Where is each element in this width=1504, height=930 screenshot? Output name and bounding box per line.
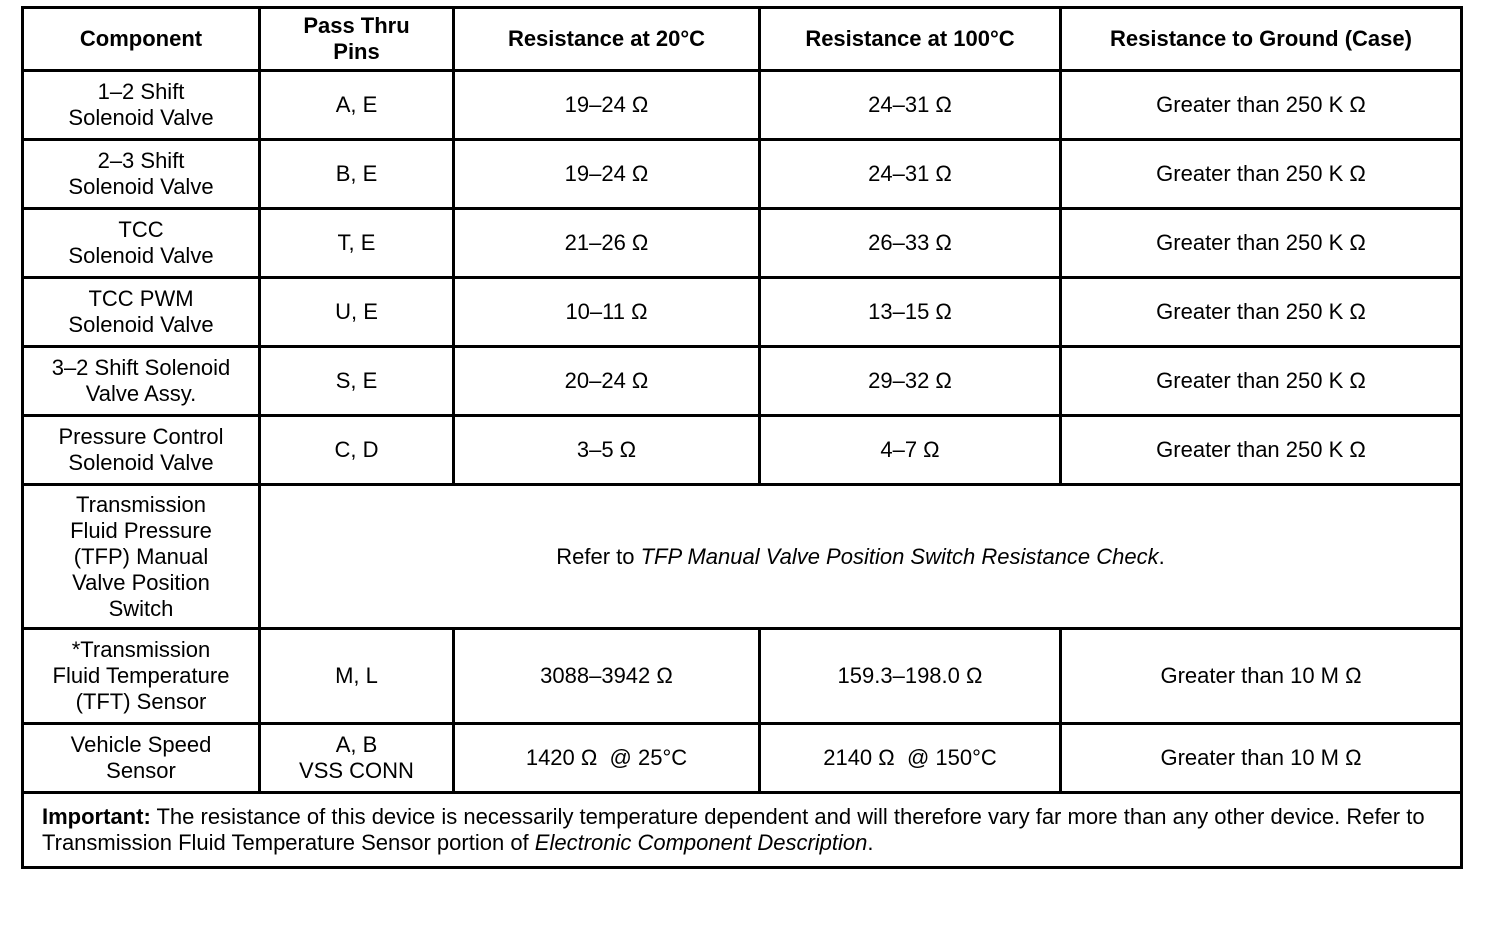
r100-cell: 24–31 Ω xyxy=(760,140,1061,209)
component-cell: Transmission Fluid Pressure (TFP) Manual Valve Position Switch xyxy=(23,485,260,629)
r20-cell: 10–11 Ω xyxy=(454,278,760,347)
component-cell: 3–2 Shift Solenoid Valve Assy. xyxy=(23,347,260,416)
header-resistance-ground: Resistance to Ground (Case) xyxy=(1061,8,1462,71)
pins-cell: M, L xyxy=(260,629,454,724)
component-cell: Vehicle Speed Sensor xyxy=(23,724,260,793)
table-row xyxy=(23,347,1462,416)
component-cell: 2–3 Shift Solenoid Valve xyxy=(23,140,260,209)
r100-cell: 29–32 Ω xyxy=(760,347,1061,416)
header-resistance-100c: Resistance at 100°C xyxy=(760,8,1061,71)
header-component: Component xyxy=(23,8,260,71)
note-italic: Electronic Component Description xyxy=(534,830,868,855)
component-cell: TCC Solenoid Valve xyxy=(23,209,260,278)
r20-cell: 19–24 Ω xyxy=(454,71,760,140)
ground-cell: Greater than 250 K Ω xyxy=(1061,140,1462,209)
table-row-tfp xyxy=(23,485,1462,629)
pins-cell: B, E xyxy=(260,140,454,209)
pins-cell: S, E xyxy=(260,347,454,416)
component-cell: *Transmission Fluid Temperature (TFT) Sensor xyxy=(23,629,260,724)
r100-cell: 159.3–198.0 Ω xyxy=(760,629,1061,724)
ground-cell: Greater than 250 K Ω xyxy=(1061,416,1462,485)
note-text: The resistance of this device is necessarily temperature dependent and will therefore vary far more than any other device. Refer to Transmission Fluid Temperature Sensor portion of xyxy=(42,804,1425,855)
ground-cell: Greater than 250 K Ω xyxy=(1061,209,1462,278)
important-note xyxy=(23,793,1462,868)
table-row xyxy=(23,140,1462,209)
r100-cell: 13–15 Ω xyxy=(760,278,1061,347)
component-cell: Pressure Control Solenoid Valve xyxy=(23,416,260,485)
resistance-spec-table xyxy=(21,6,1463,869)
ground-cell: Greater than 250 K Ω xyxy=(1061,278,1462,347)
r100-cell: 2140 Ω @ 150°C xyxy=(760,724,1061,793)
r100-cell: 4–7 Ω xyxy=(760,416,1061,485)
component-cell: 1–2 Shift Solenoid Valve xyxy=(23,71,260,140)
table-row xyxy=(23,278,1462,347)
tfp-refer-prefix: Refer to xyxy=(556,543,641,569)
ground-cell: Greater than 250 K Ω xyxy=(1061,347,1462,416)
ground-cell: Greater than 250 K Ω xyxy=(1061,71,1462,140)
r20-cell: 20–24 Ω xyxy=(454,347,760,416)
component-cell: TCC PWM Solenoid Valve xyxy=(23,278,260,347)
header-pins: Pass Thru Pins xyxy=(260,8,454,71)
tfp-reference xyxy=(260,485,1462,629)
table-row xyxy=(23,71,1462,140)
ground-cell: Greater than 10 M Ω xyxy=(1061,724,1462,793)
table-row-vss xyxy=(23,724,1462,793)
r100-cell: 26–33 Ω xyxy=(760,209,1061,278)
header-row xyxy=(23,8,1462,71)
table-row xyxy=(23,416,1462,485)
note-label: Important: xyxy=(42,804,151,829)
r100-cell: 24–31 Ω xyxy=(760,71,1061,140)
table-row-tft xyxy=(23,629,1462,724)
table-row xyxy=(23,209,1462,278)
r20-cell: 3088–3942 Ω xyxy=(454,629,760,724)
pins-cell: A, B VSS CONN xyxy=(260,724,454,793)
header-resistance-20c: Resistance at 20°C xyxy=(454,8,760,71)
r20-cell: 19–24 Ω xyxy=(454,140,760,209)
r20-cell: 1420 Ω @ 25°C xyxy=(454,724,760,793)
pins-cell: A, E xyxy=(260,71,454,140)
pins-cell: U, E xyxy=(260,278,454,347)
note-row xyxy=(23,793,1462,868)
note-suffix: . xyxy=(867,830,874,855)
pins-cell: T, E xyxy=(260,209,454,278)
pins-cell: C, D xyxy=(260,416,454,485)
tfp-refer-italic: TFP Manual Valve Position Switch Resistance Check xyxy=(640,543,1159,569)
r20-cell: 21–26 Ω xyxy=(454,209,760,278)
tfp-refer-suffix: . xyxy=(1158,543,1165,569)
ground-cell: Greater than 10 M Ω xyxy=(1061,629,1462,724)
r20-cell: 3–5 Ω xyxy=(454,416,760,485)
